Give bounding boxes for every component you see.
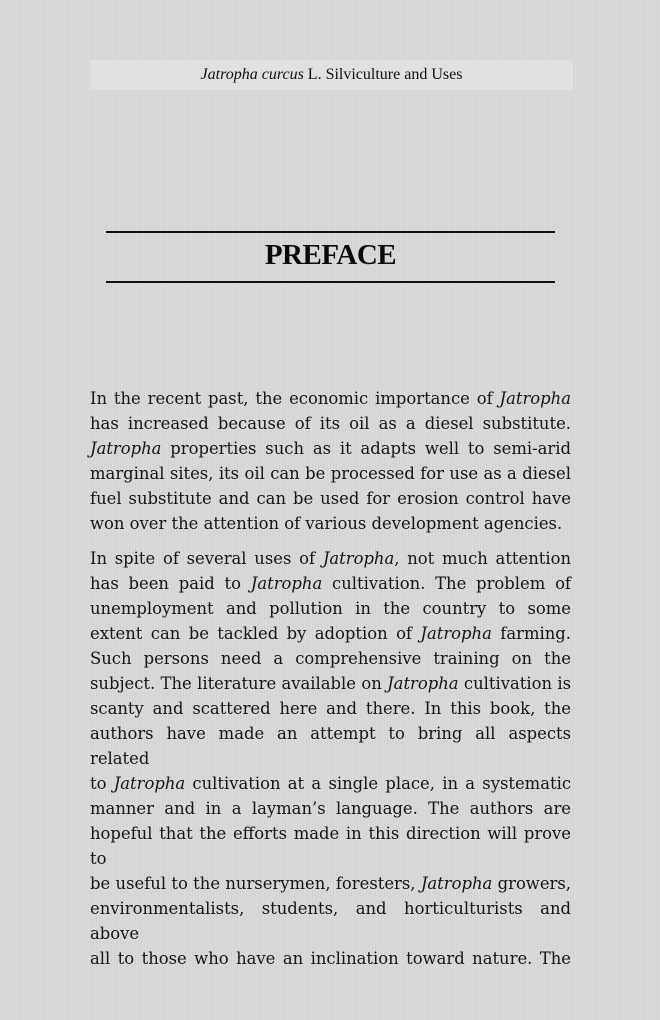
text-run: has increased because of its oil as a diesel substitute. [90, 414, 571, 433]
italic-term: Jatropha [250, 574, 323, 593]
text-line [90, 571, 571, 596]
running-head [90, 60, 573, 90]
text-run: environmentalists, students, and horticulturists and above [90, 899, 571, 943]
paragraph [90, 546, 571, 971]
text-line [90, 871, 571, 896]
text-line [90, 671, 571, 696]
text-run: subject. The literature available on [90, 674, 388, 693]
text-run: marginal sites, its oil can be processed for use as a diesel [90, 464, 571, 483]
italic-term: Jatropha [387, 674, 459, 693]
italic-term: Jatropha [499, 389, 571, 408]
text-line [90, 821, 571, 871]
running-head-species: Jatropha curcus [200, 66, 304, 83]
italic-term: Jatropha [420, 624, 492, 643]
text-run: properties such as it adapts well to semi-arid [161, 439, 571, 458]
italic-term: Jatropha [322, 549, 395, 568]
text-run: , not much attention [394, 549, 572, 568]
text-line [90, 946, 571, 971]
text-run: cultivation at a single place, in a systematic [185, 774, 571, 793]
text-line [90, 621, 571, 646]
text-line [90, 411, 571, 436]
text-run: In the recent past, the economic importance of [90, 389, 500, 408]
text-line [90, 511, 571, 536]
text-line [90, 596, 571, 621]
text-line [90, 386, 571, 411]
paragraph [90, 386, 571, 536]
text-run: scanty and scattered here and there. In this book, the [90, 699, 571, 718]
text-run: to [90, 774, 114, 793]
title-rule-bottom [106, 281, 555, 283]
text-line [90, 796, 571, 821]
text-line [90, 486, 571, 511]
text-run: manner and in a layman’s language. The authors are [90, 799, 571, 818]
text-line [90, 696, 571, 721]
italic-term: Jatropha [113, 774, 186, 793]
text-run: fuel substitute and can be used for erosion control have [90, 489, 571, 508]
italic-term: Jatropha [420, 874, 493, 893]
text-run: won over the attention of various development agencies. [90, 514, 563, 533]
italic-term: Jatropha [90, 439, 162, 458]
preface-body [90, 386, 571, 981]
text-run: authors have made an attempt to bring all aspects related [90, 724, 571, 768]
text-run: farming. [491, 624, 572, 643]
text-run: has been paid to [90, 574, 251, 593]
text-line [90, 461, 571, 486]
running-head-title: L. Silviculture and Uses [303, 66, 463, 83]
text-line [90, 646, 571, 671]
text-line [90, 771, 571, 796]
text-line [90, 546, 571, 571]
text-run: all to those who have an inclination toward nature. The [90, 949, 571, 968]
title-rule-top [106, 231, 555, 233]
text-run: cultivation is [458, 674, 571, 693]
text-line [90, 436, 571, 461]
chapter-title: PREFACE [264, 239, 397, 271]
text-run: hopeful that the efforts made in this direction will prove to [90, 824, 571, 868]
text-run: extent can be tackled by adoption of [90, 624, 421, 643]
text-run: growers, [492, 874, 571, 893]
text-run: be useful to the nurserymen, foresters, [90, 874, 421, 893]
text-line [90, 896, 571, 946]
text-run: cultivation. The problem of [322, 574, 571, 593]
text-run: Such persons need a comprehensive training on the [90, 649, 571, 668]
text-run: unemployment and pollution in the country to some [90, 599, 571, 618]
text-line [90, 721, 571, 771]
text-run: In spite of several uses of [90, 549, 323, 568]
